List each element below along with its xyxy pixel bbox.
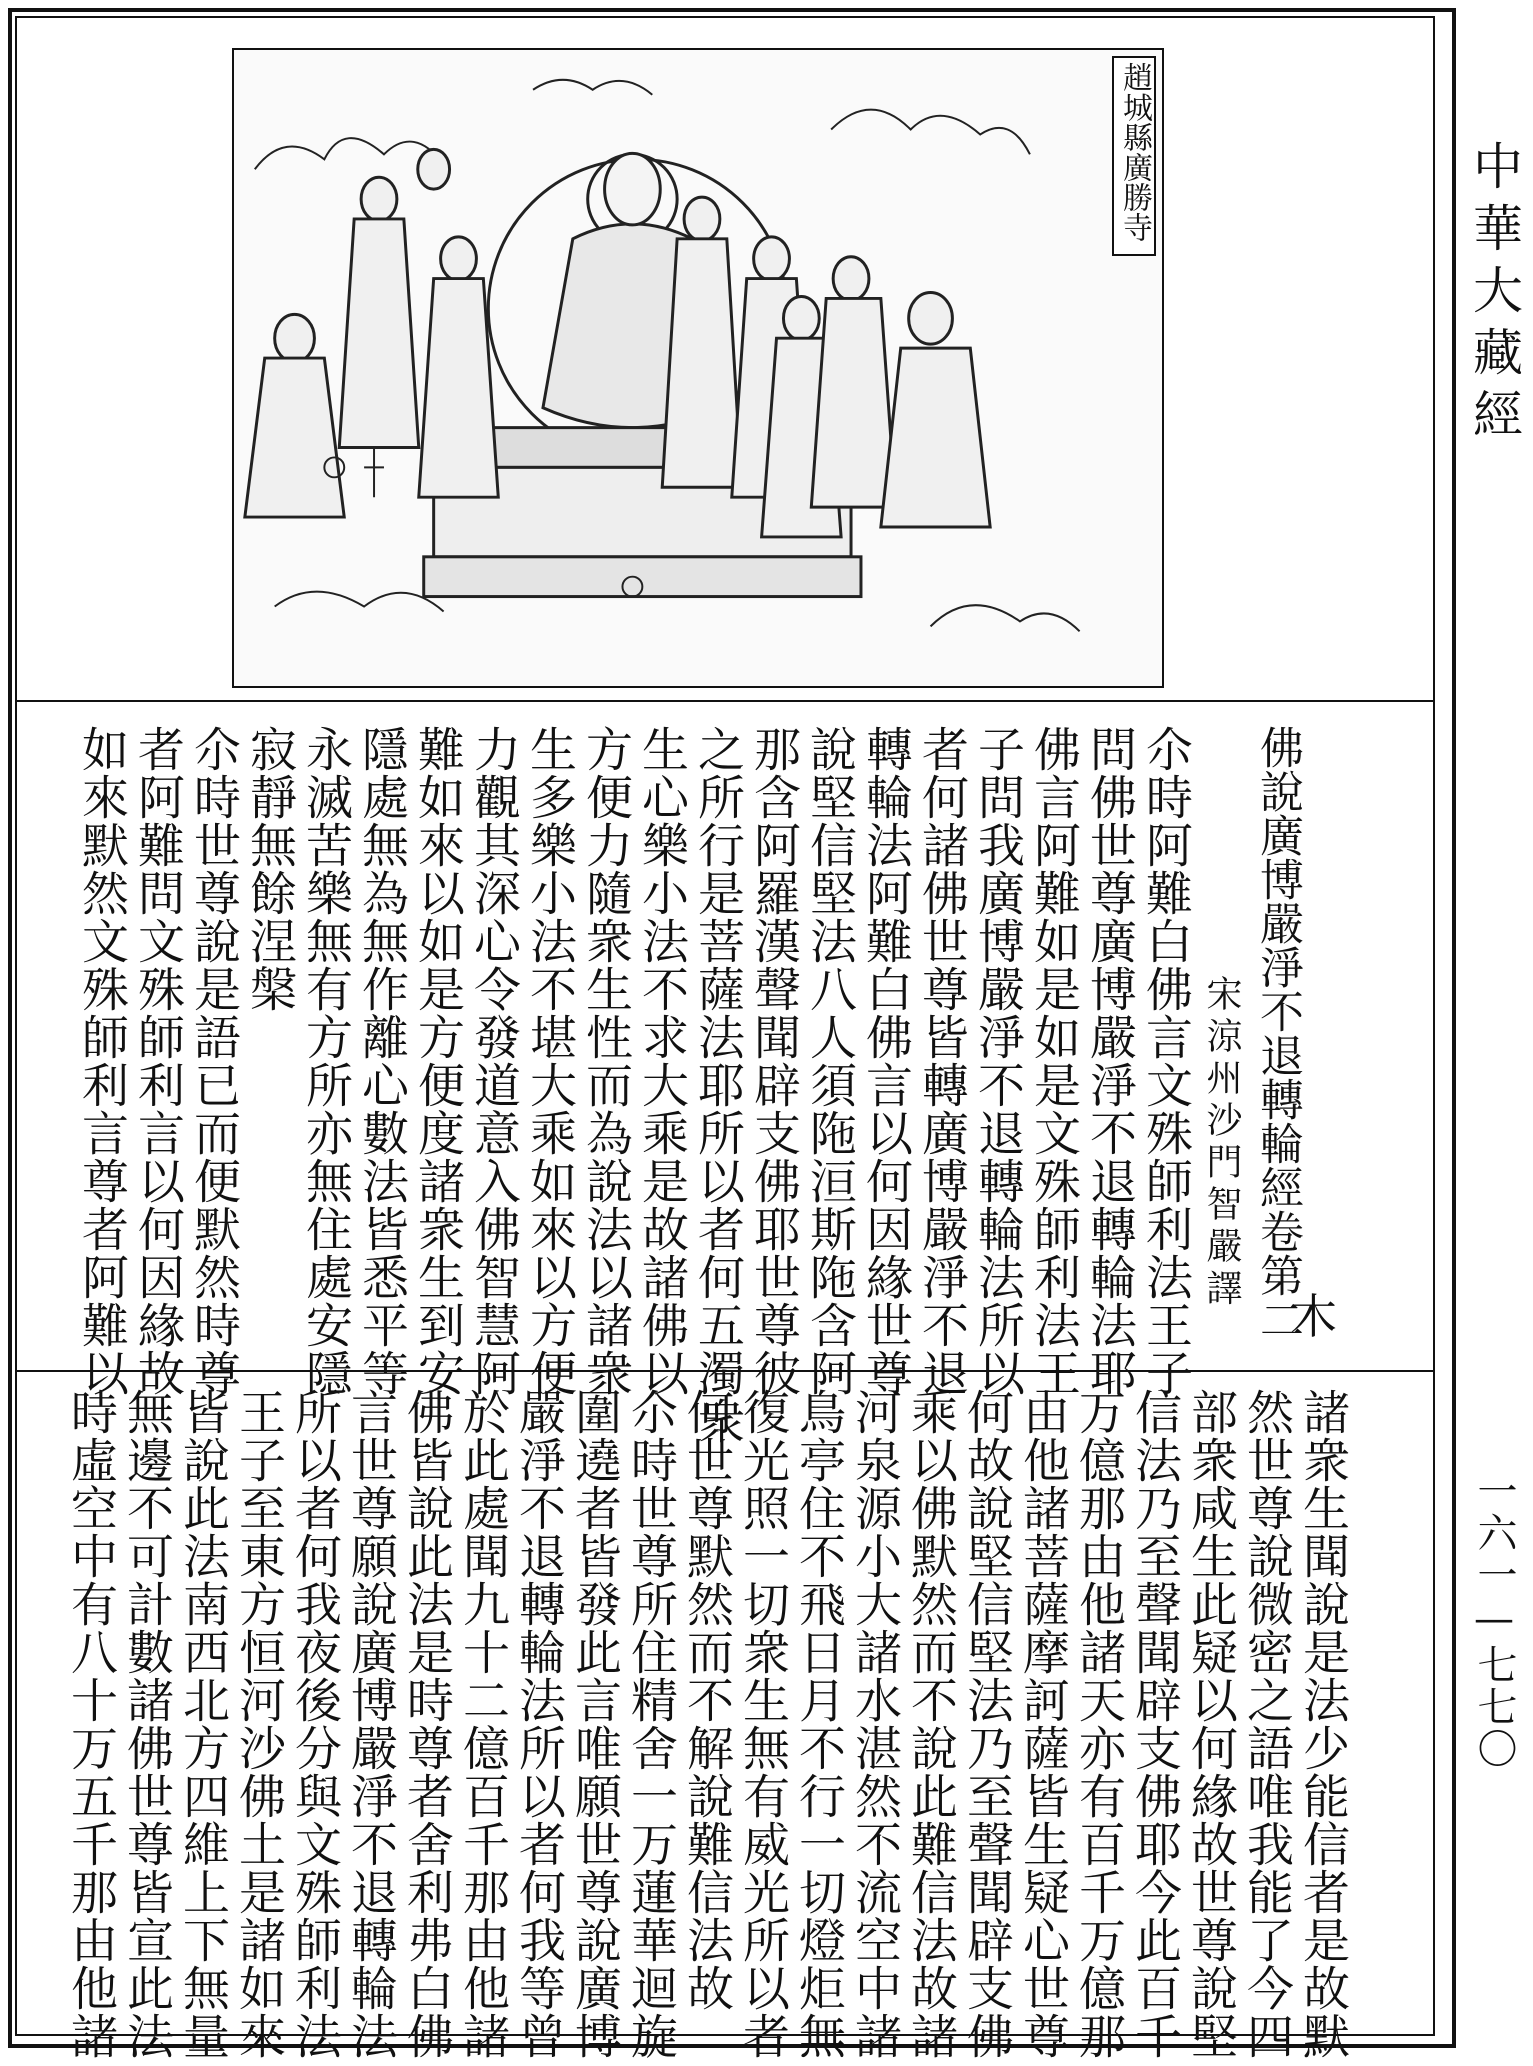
text-column: 力觀其深心令發道意入佛智慧阿 [466, 725, 521, 1397]
illustration-cartouche: 趙城縣廣勝寺 [1112, 56, 1156, 256]
section-divider-top [15, 700, 1435, 702]
text-column: 復光照一切衆生無有威光所以者 [735, 1388, 790, 2060]
text-column: 永滅苦樂無有方所亦無住處安隱 [298, 725, 353, 1397]
text-column: 何故說堅信堅法乃至聲聞辟支佛 [959, 1388, 1014, 2060]
text-column: 王子至東方恒河沙佛土是諸如來 [231, 1388, 286, 2060]
text-column: 河泉源小大諸水湛然不流空中諸 [847, 1388, 902, 2060]
text-column: 子問我廣博嚴淨不退轉輪法所以 [970, 725, 1025, 1397]
text-column: 者阿難問文殊師利言以何因緣故 [130, 725, 185, 1397]
frontispiece-illustration [232, 48, 1164, 688]
text-column: 方便力隨衆生性而為說法以諸衆 [578, 725, 633, 1397]
text-column: 嚴淨不退轉輪法所以者何我等曾 [511, 1388, 566, 2060]
text-column: 隱處無為無作離心數法皆悉平等 [354, 725, 409, 1397]
text-column: 佛言阿難如是如是文殊師利法王 [1026, 725, 1081, 1397]
text-column: 寂靜無餘涅槃 [242, 725, 297, 1013]
text-column: 難如來以如是方便度諸衆生到安 [410, 725, 465, 1397]
text-column: 何世尊默然而不解說難信法故 [679, 1388, 734, 2012]
text-column: 者何諸佛世尊皆轉廣博嚴淨不退 [914, 725, 969, 1397]
collection-title: 中華大藏經 [1465, 140, 1523, 450]
page-number: 一六一—七七〇 [1471, 1470, 1517, 1770]
bottom-text-section [63, 1388, 1350, 2060]
text-column: 如來默然文殊師利言尊者阿難以 [74, 725, 129, 1397]
text-column: 言世尊願說廣博嚴淨不退轉輪法 [343, 1388, 398, 2060]
text-column: 乘以佛默然而不說此難信法故諸 [903, 1388, 958, 2060]
text-column: 諸衆生聞說是法少能信者是故默 [1295, 1388, 1350, 2060]
text-column: 万億那由他諸天亦有百千万億那 [1071, 1388, 1126, 2060]
text-column: 之所行是菩薩法耶所以者何五濁衆 [690, 725, 745, 1445]
buddha-assembly-drawing [234, 50, 1162, 686]
text-column: 皆說此法南西北方四維上下無量 [175, 1388, 230, 2060]
text-column: 圍遶者皆發此言唯願世尊說廣博 [567, 1388, 622, 2060]
text-column: 時虛空中有八十万五千那由他諸 [63, 1388, 118, 2060]
text-column: 生多樂小法不堪大乘如來以方便 [522, 725, 577, 1397]
text-column: 問佛世尊廣博嚴淨不退轉輪法耶 [1082, 725, 1137, 1397]
text-column: 於此處聞九十二億百千那由他諸 [455, 1388, 510, 2060]
text-column: 無邊不可計數諸佛世尊皆宣此法 [119, 1388, 174, 2060]
text-column: 然世尊說微密之語唯我能了今四 [1239, 1388, 1294, 2060]
middle-text-section [74, 725, 1305, 1445]
text-column: 佛皆說此法是時尊者舍利弗白佛 [399, 1388, 454, 2060]
text-column: 尒時世尊說是語已而便默然時尊 [186, 725, 241, 1397]
text-column: 那含阿羅漢聲聞辟支佛耶世尊彼 [746, 725, 801, 1397]
text-column: 部衆咸生此疑以何緣故世尊說堅 [1183, 1388, 1238, 2060]
text-column: 尒時世尊所住精舍一万蓮華迴旋 [623, 1388, 678, 2060]
text-column: 信法乃至聲聞辟支佛耶今此百千 [1127, 1388, 1182, 2060]
text-column: 鳥亭住不飛日月不行一切燈炬無 [791, 1388, 846, 2060]
sutra-title: 佛說廣博嚴淨不退轉輪經卷第二 [1252, 725, 1303, 1341]
translator-line: 宋涼州沙門智嚴譯 [1201, 975, 1242, 1311]
text-column: 說堅信堅法八人須陁洹斯陁含阿 [802, 725, 857, 1397]
text-column: 尒時阿難白佛言文殊師利法王子 [1138, 725, 1193, 1397]
text-column: 轉輪法阿難白佛言以何因緣世尊 [858, 725, 913, 1397]
text-column: 生心樂小法不求大乘是故諸佛以 [634, 725, 689, 1397]
text-column: 所以者何我夜後分與文殊師利法 [287, 1388, 342, 2060]
text-column: 由他諸菩薩摩訶薩皆生疑心世尊 [1015, 1388, 1070, 2060]
section-tail-glyph: 木 [1290, 1290, 1337, 1345]
